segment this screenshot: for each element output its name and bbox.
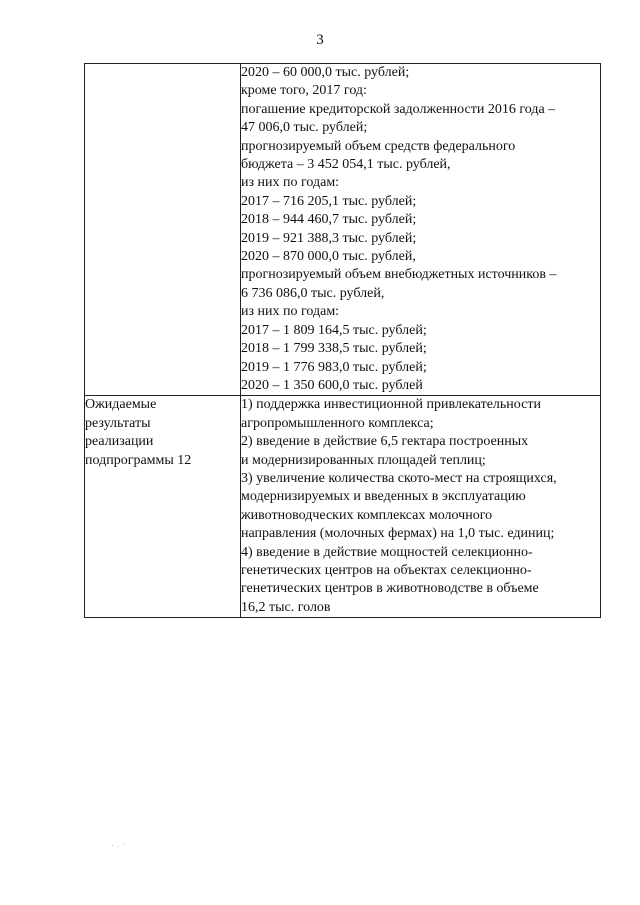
label-line: подпрограммы 12 [85, 452, 192, 468]
text-line: генетических центров на объектах селекционно- [241, 562, 532, 578]
text-line: из них по годам: [241, 304, 340, 320]
text-line: агропромышленного комплекса; [241, 415, 434, 431]
text-line: 4) введение в действие мощностей селекционно- [241, 544, 533, 560]
text-line: 2017 – 716 205,1 тыс. рублей; [241, 193, 417, 209]
text-line: 16,2 тыс. голов [241, 599, 331, 615]
text-line: 6 736 086,0 тыс. рублей, [241, 285, 385, 301]
text-line: 2020 – 870 000,0 тыс. рублей, [241, 249, 416, 265]
text-line: 2018 – 944 460,7 тыс. рублей; [241, 212, 417, 228]
text-line: прогнозируемый объем внебюджетных источников – [241, 267, 557, 283]
text-line: 2020 – 1 350 600,0 тыс. рублей [241, 377, 423, 393]
text-line: генетических центров в животноводстве в объеме [241, 581, 539, 597]
label-line: результаты [85, 415, 151, 431]
table-cell-funding-text [241, 64, 601, 396]
text-line: 1) поддержка инвестиционной привлекательности [241, 397, 541, 413]
subprogram-passport-table [84, 63, 601, 618]
text-line: 2020 – 60 000,0 тыс. рублей; [241, 65, 410, 80]
text-line: погашение кредиторской задолженности 2016 года – [241, 101, 556, 117]
page-number: 3 [316, 32, 324, 48]
table-row-funding [85, 64, 601, 396]
text-line: прогнозируемый объем средств федерального [241, 138, 516, 154]
text-line: 2019 – 921 388,3 тыс. рублей; [241, 230, 417, 246]
scan-artifact [112, 843, 126, 847]
table-row-expected-results [85, 396, 601, 618]
text-line: 2) введение в действие 6,5 гектара построенных [241, 434, 529, 450]
text-line: направления (молочных фермах) на 1,0 тыс. единиц; [241, 526, 555, 542]
label-line: Ожидаемые [85, 397, 157, 413]
table-cell-label [85, 396, 241, 618]
text-line: 47 006,0 тыс. рублей; [241, 120, 368, 136]
text-line: кроме того, 2017 год: [241, 83, 367, 99]
table-cell-label-empty [85, 64, 241, 396]
text-line: 2017 – 1 809 164,5 тыс. рублей; [241, 322, 427, 338]
text-line: 2019 – 1 776 983,0 тыс. рублей; [241, 359, 427, 375]
text-line: животноводческих комплексах молочного [241, 507, 493, 523]
text-line: модернизируемых и введенных в эксплуатацию [241, 489, 526, 505]
text-line: и модернизированных площадей теплиц; [241, 452, 486, 468]
text-line: 3) увеличение количества ското-мест на строящихся, [241, 470, 557, 486]
text-line: 2018 – 1 799 338,5 тыс. рублей; [241, 341, 427, 357]
text-line: бюджета – 3 452 054,1 тыс. рублей, [241, 157, 451, 173]
label-line: реализации [85, 434, 154, 450]
text-line: из них по годам: [241, 175, 340, 191]
table-cell-results-text [241, 396, 601, 618]
